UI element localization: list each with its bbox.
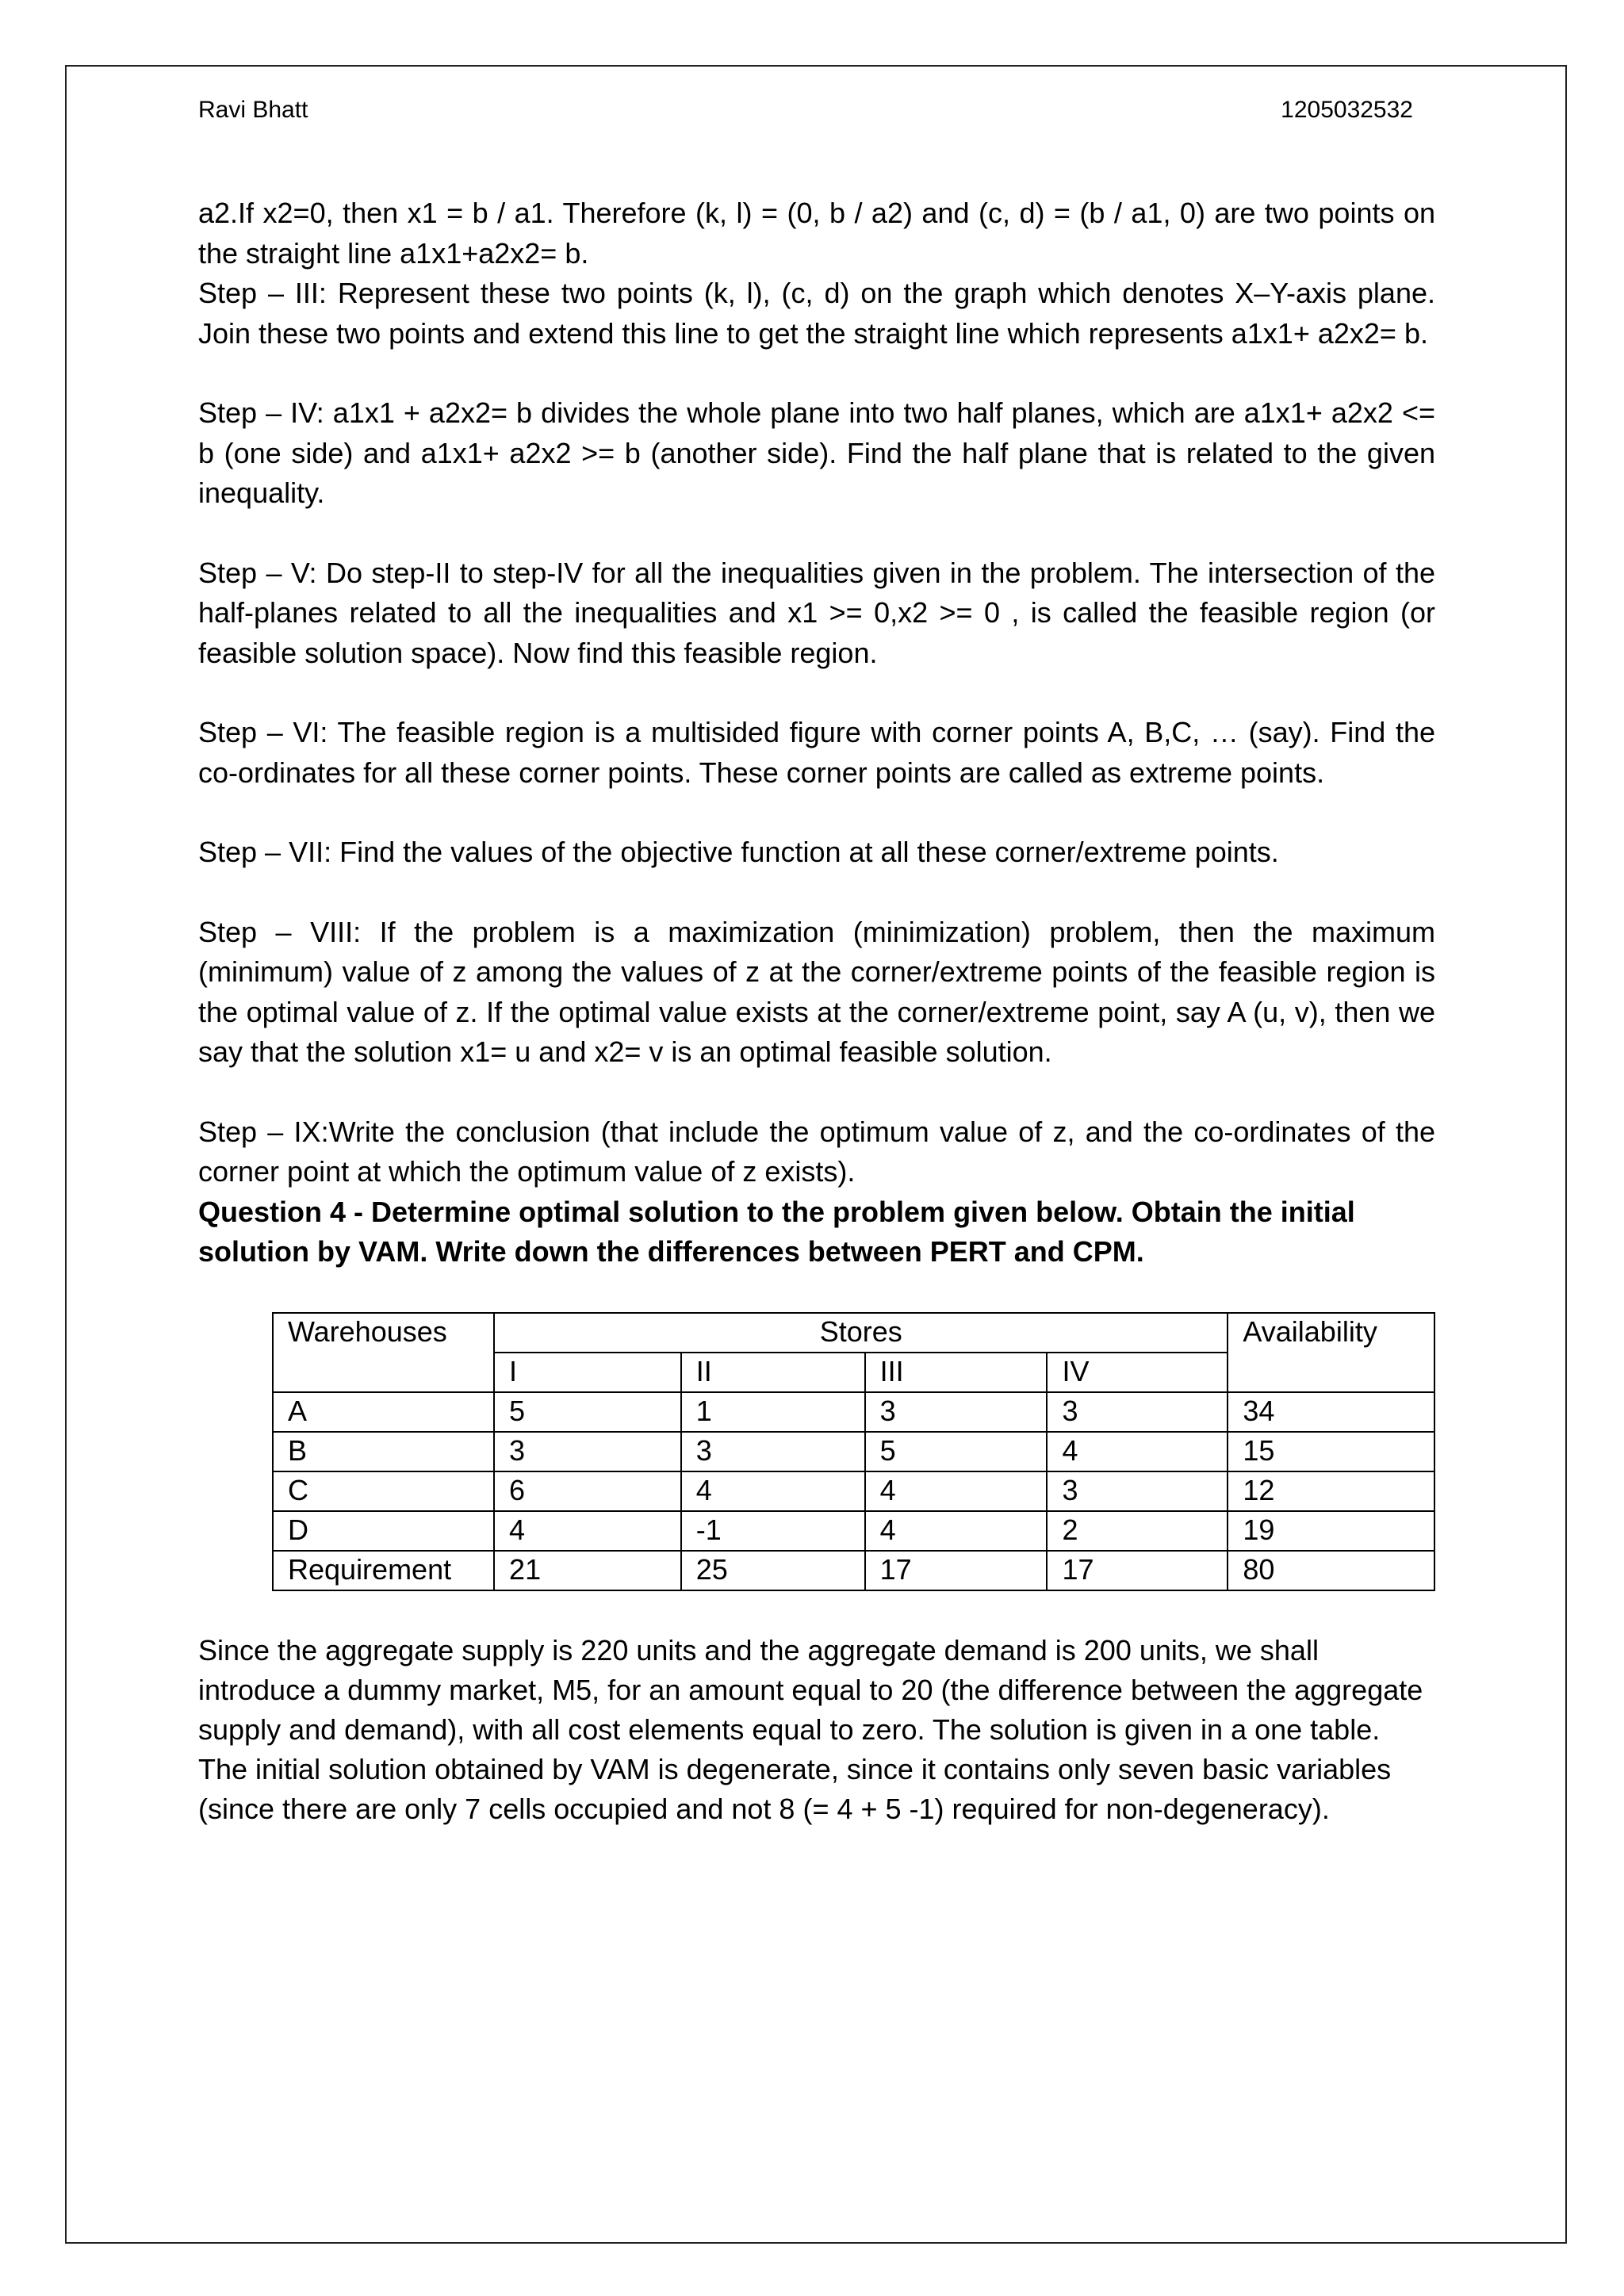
cell: 1: [681, 1392, 865, 1432]
paragraph-step-ix: Step – IX:Write the conclusion (that include the optimum value of z, and the co-ordinates of the corner point at which the optimum value of z exists).: [198, 1115, 1435, 1188]
row-label: A: [273, 1392, 494, 1432]
availability-cell: 12: [1228, 1471, 1434, 1511]
table-header-row: [273, 1313, 1434, 1353]
author-name: Ravi Bhatt: [198, 97, 308, 123]
row-label: D: [273, 1511, 494, 1551]
cell: 3: [494, 1432, 681, 1471]
cell: 3: [865, 1392, 1048, 1432]
question-4-heading: Question 4 - Determine optimal solution to the problem given below. Obtain the initial solution by VAM. Write down the differences between PERT and CPM.: [198, 1195, 1355, 1268]
transportation-table: [272, 1312, 1435, 1591]
availability-cell: 80: [1228, 1551, 1434, 1590]
cell: 3: [1047, 1392, 1228, 1432]
paragraph-step-ii-end: a2.If x2=0, then x1 = b / a1. Therefore (k, l) = (0, b / a2) and (c, d) = (b / a1, 0) are two points on the straight line a1x1+a2x2= b.: [198, 197, 1435, 270]
table-row: [273, 1471, 1434, 1511]
conclusion-paragraph: Since the aggregate supply is 220 units and the aggregate demand is 200 units, we shall introduce a dummy market, M5, for an amount equal to 20 (the difference between the aggregate supply and demand), with all cost elements equal to zero. The solution is given in a one table. The initial solution obtained by VAM is degenerate, since it contains only seven basic variables (since there are only 7 cells occupied and not 8 (= 4 + 5 -1) required for non-degeneracy).: [198, 1633, 1423, 1825]
student-id: 1205032532: [1281, 97, 1413, 123]
paragraph-step-viii: Step – VIII: If the problem is a maximization (minimization) problem, then the maximum (minimum) value of z among the values of z at the corner/extreme points of the feasible region is the optimal value of z. If the optimal value exists at the corner/extreme point, say A (u, v), then we say that the solution x1= u and x2= v is an optimal feasible solution.: [198, 915, 1435, 1068]
store-col-2: II: [681, 1353, 865, 1392]
availability-cell: 19: [1228, 1511, 1434, 1551]
document-body: [198, 193, 1435, 1829]
cell: -1: [681, 1511, 865, 1551]
paragraph-step-v: Step – V: Do step-II to step-IV for all the inequalities given in the problem. The intersection of the half-planes related to all the inequalities and x1 >= 0,x2 >= 0 , is called the feasible region (or feasible solution space). Now find this feasible region.: [198, 556, 1435, 669]
cell: 21: [494, 1551, 681, 1590]
row-label: Requirement: [273, 1551, 494, 1590]
cell: 4: [865, 1511, 1048, 1551]
cell: 17: [1047, 1551, 1228, 1590]
availability-header: Availability: [1228, 1313, 1434, 1392]
store-col-1: I: [494, 1353, 681, 1392]
paragraph-step-iv: Step – IV: a1x1 + a2x2= b divides the whole plane into two half planes, which are a1x1+ a2x2 <= b (one side) and a1x1+ a2x2 >= b (another side). Find the half plane that is related to the given inequality.: [198, 396, 1435, 509]
cell: 17: [865, 1551, 1048, 1590]
cell: 4: [1047, 1432, 1228, 1471]
table-row: [273, 1511, 1434, 1551]
warehouses-header: Warehouses: [273, 1313, 494, 1392]
cell: 4: [494, 1511, 681, 1551]
store-col-3: III: [865, 1353, 1048, 1392]
store-col-4: IV: [1047, 1353, 1228, 1392]
paragraph-step-iii: Step – III: Represent these two points (k, l), (c, d) on the graph which denotes X–Y-axis plane. Join these two points and extend this line to get the straight line which represents a1x1+ a2x2= b.: [198, 277, 1435, 350]
stores-header: Stores: [494, 1313, 1228, 1353]
availability-cell: 15: [1228, 1432, 1434, 1471]
table-row: [273, 1432, 1434, 1471]
page-header: [198, 97, 1413, 124]
cell: 3: [681, 1432, 865, 1471]
table-row: [273, 1551, 1434, 1590]
row-label: C: [273, 1471, 494, 1511]
paragraph-step-vii: Step – VII: Find the values of the objective function at all these corner/extreme points.: [198, 836, 1279, 868]
availability-cell: 34: [1228, 1392, 1434, 1432]
paragraph-step-vi: Step – VI: The feasible region is a multisided figure with corner points A, B,C, … (say). Find the co-ordinates for all these corner points. These corner points are called as extreme points.: [198, 716, 1435, 789]
cell: 5: [865, 1432, 1048, 1471]
cell: 4: [865, 1471, 1048, 1511]
cell: 6: [494, 1471, 681, 1511]
row-label: B: [273, 1432, 494, 1471]
cell: 25: [681, 1551, 865, 1590]
cell: 4: [681, 1471, 865, 1511]
cell: 2: [1047, 1511, 1228, 1551]
cell: 5: [494, 1392, 681, 1432]
table-row: [273, 1392, 1434, 1432]
cell: 3: [1047, 1471, 1228, 1511]
